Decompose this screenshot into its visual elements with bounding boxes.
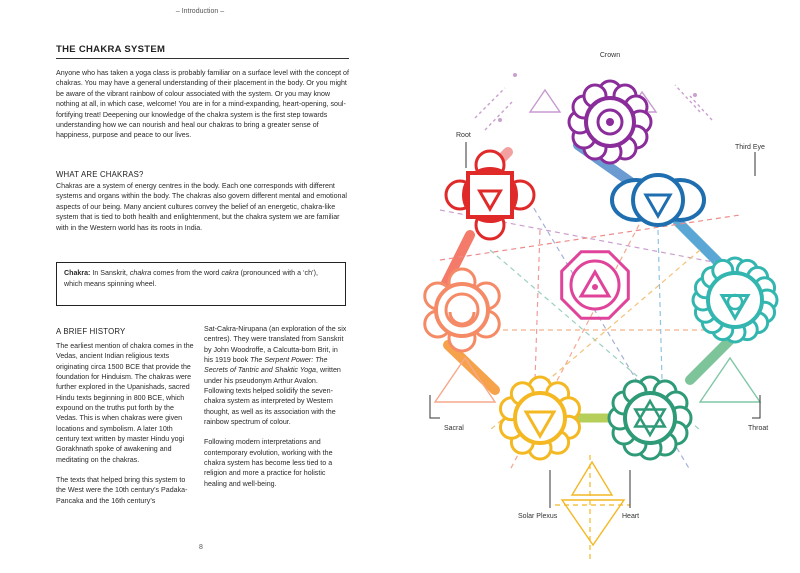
callout-text: (pronounced with a ‘ch’), which means spinning wheel. [64, 269, 318, 288]
sparkle-dot [693, 93, 697, 97]
page-number: 8 [199, 544, 203, 551]
triangle-outline [530, 90, 560, 112]
chakra-definition-box [56, 262, 346, 306]
what-are-chakras-paragraph: Chakras are a system of energy centres in the body. Each one corresponds with different systems and organs within the body. The chakras also govern different mental and emotional aspects of our being. Many ancient cultures convey the belief of an energetic, chakra-like system that is tied to both health and enlightenment, but the chakra system we are familiar with in the Western world has its roots in India. [56, 182, 348, 232]
callout-text: In Sanskrit, [90, 269, 130, 277]
triangle-outline [562, 500, 624, 545]
label-heart: Heart [622, 513, 640, 520]
label-throat: Throat [748, 425, 769, 432]
label-root: Root [456, 132, 471, 139]
book-title: The Serpent Power: The Secrets of Tantric and Shaktic Yoga [204, 356, 328, 375]
history-text: , written under his pseudonym Arthur Avalon. Following texts helped solidify the seven-chakra system as interpreted by Western thought, as well as its association with the rainbow spectrum of colour. [204, 366, 341, 427]
dashed-line [535, 230, 540, 380]
third-eye-chakra [612, 175, 704, 225]
page-title: THE CHAKRA SYSTEM [56, 44, 166, 55]
sparkle-dot [498, 118, 502, 122]
history-column-left [56, 341, 196, 516]
history-paragraph: The earliest mention of chakra comes in the Vedas, ancient Indian religious texts originating circa 1500 BCE that provide the foundation for Hinduism. The chakras were further explored in the Upanishads, sacred Hindu texts beginning in 800 BCE, which expound on the truths put forth by the Vedas. This is when chakras were given locations and symbolism. A later 10th century text written by master Hindu yogi Gorakhnath spoke of awakening and meditating on the chakras. [56, 342, 194, 464]
chakra-diagram [400, 0, 800, 573]
heart-chakra [609, 377, 691, 459]
sparkle-line [675, 85, 700, 112]
title-divider [56, 58, 349, 59]
label-sacral: Sacral [444, 425, 464, 432]
triangle-outline [572, 462, 612, 495]
label-solar-plexus: Solar Plexus [518, 513, 558, 520]
callout-term: Chakra: [64, 269, 91, 277]
leader-throat [752, 395, 760, 418]
sparkle-line [485, 102, 512, 130]
connector-thirdeye-throat [678, 222, 718, 262]
label-crown: Crown [599, 52, 621, 59]
sparkle-dot [513, 73, 517, 77]
sparkle-line [690, 96, 712, 120]
center-chakra [562, 252, 629, 319]
solar-plexus-chakra [500, 377, 579, 459]
history-column-right [204, 324, 348, 499]
sparkle-line [475, 88, 505, 118]
history-paragraph: The texts that helped bring this system to the West were the 10th century’s Padaka-Pancaka and the 16th century’s [56, 476, 188, 505]
dashed-lines [440, 185, 760, 560]
connector-throat-heart [690, 340, 730, 380]
leader-sacral [430, 395, 440, 418]
label-third-eye: Third Eye [735, 144, 765, 151]
history-paragraph [204, 324, 348, 427]
what-are-chakras-heading: WHAT ARE CHAKRAS? [56, 170, 144, 179]
brief-history-heading: A BRIEF HISTORY [56, 327, 126, 336]
running-head: – Introduction – [175, 8, 225, 15]
history-paragraph: Following modern interpretations and contemporary evolution, working with the chakra system has become less tied to a religion and more a practice for holistic healing and well-being. [204, 438, 333, 488]
sacral-chakra [425, 269, 499, 351]
throat-chakra [693, 258, 777, 342]
callout-word: chakra [129, 269, 152, 277]
callout-text: comes from the word [151, 269, 222, 277]
callout-root-word: cakra [221, 269, 239, 277]
intro-paragraph: Anyone who has taken a yoga class is probably familiar on a surface level with the concept of chakras. You may have a general understanding of their placement in the body. Or you might be aware of the vibrant rainbow of colour associated with the system. Or you may know nothing at all, in which case, welcome! You are in for a mind-expanding, heart-opening, soul-fortifying treat! Deepening our knowledge of the chakra system is the first step towards understanding how we can nourish and heal our chakras to bring a greater sense of happiness, purpose and peace to our lives. [56, 69, 349, 140]
history-text: Sat-Cakra-Nirupana (an exploration of the six centres). They were translated from Sanskrit by John Woodroffe, a Calcutta-born Brit, in his 1919 book [204, 325, 347, 365]
